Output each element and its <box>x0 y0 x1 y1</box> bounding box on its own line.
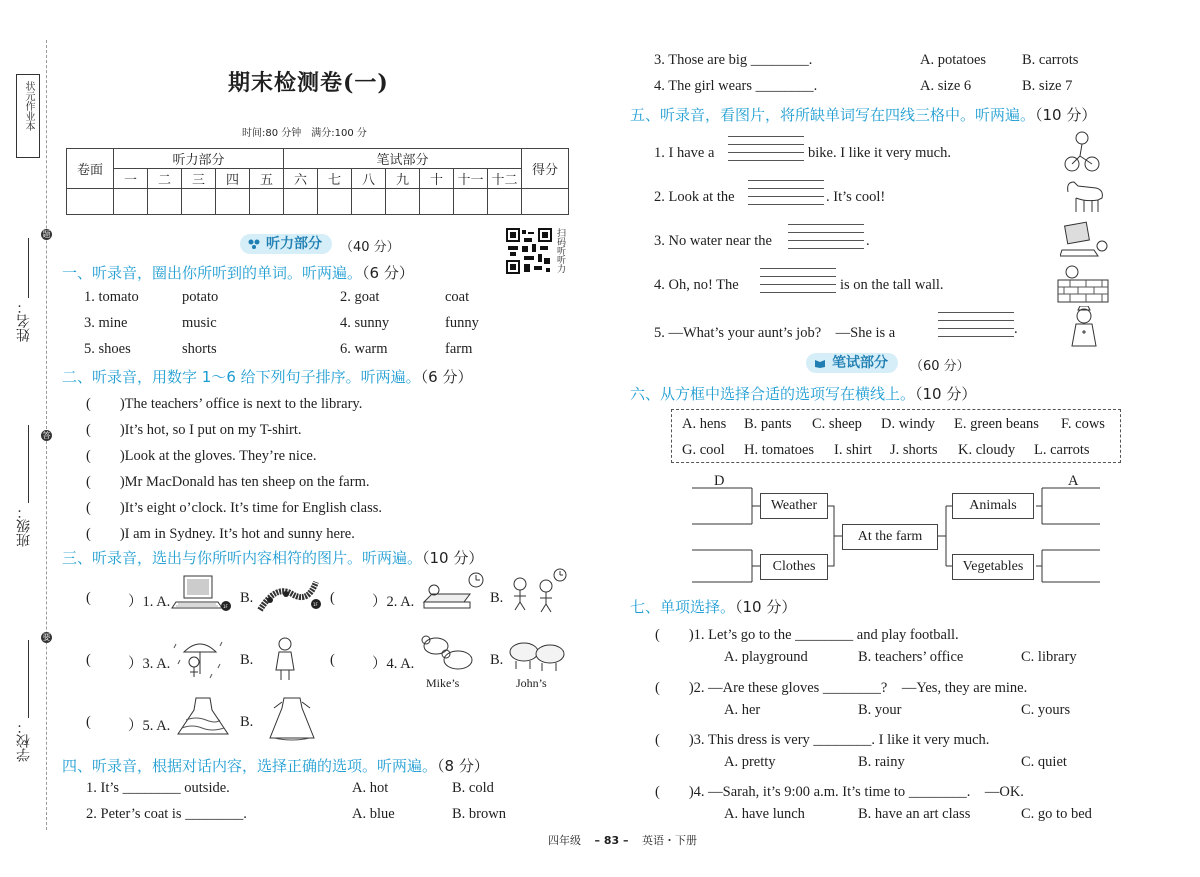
word-option[interactable]: 5. shoes <box>84 341 131 357</box>
word-option[interactable]: potato <box>182 289 219 305</box>
s5-suffix: . <box>1014 321 1018 337</box>
writing-section-pill: 笔试部分 <box>806 353 898 373</box>
farm-node: At the farm <box>842 524 938 550</box>
word-bank-item: C. sheep <box>812 416 862 432</box>
s5-suffix: bike. I like it very much. <box>808 145 951 161</box>
marker-2: 答 <box>42 431 51 440</box>
word-option[interactable]: coat <box>445 289 470 305</box>
name-field-label: 姓名： <box>16 300 32 342</box>
option-b: B. <box>240 714 254 730</box>
score-cell[interactable] <box>216 189 250 215</box>
score-cell[interactable] <box>522 189 569 215</box>
mc-option-c[interactable]: C. library <box>1021 649 1077 665</box>
s4-option-a[interactable]: A. potatoes <box>920 52 987 68</box>
horse-icon <box>1062 176 1108 216</box>
word-option[interactable]: 1. tomato <box>84 289 139 305</box>
mc-question: ( )1. Let’s go to the ________ and play football. <box>655 627 959 643</box>
computer-cd-icon <box>170 572 232 614</box>
sheep-icon <box>506 636 568 674</box>
section-3-heading: 三、听录音，选出与你所听内容相符的图片。听两遍。（10 分） <box>62 549 484 567</box>
johns-caption: John’s <box>516 676 547 690</box>
score-num: 九 <box>386 169 420 189</box>
listening-points: （40 分） <box>340 240 400 255</box>
page-title: 期末检测卷(一) <box>228 70 389 96</box>
s1-row-1 <box>84 289 524 307</box>
school-field-line[interactable] <box>28 640 29 718</box>
weather-node: Weather <box>760 493 828 519</box>
writing-lines[interactable] <box>748 180 824 204</box>
word-bank-item: F. cows <box>1061 416 1105 432</box>
order-item[interactable]: ( )The teachers’ office is next to the library. <box>86 396 363 412</box>
word-bank-item: A. hens <box>682 416 727 432</box>
score-col-listening: 听力部分 <box>114 149 284 169</box>
mikes-caption: Mike’s <box>426 676 460 690</box>
answer-paren[interactable]: ( <box>86 714 91 730</box>
mc-option-a[interactable]: A. pretty <box>724 754 776 770</box>
mc-option-b[interactable]: B. rainy <box>858 754 905 770</box>
score-cell[interactable] <box>352 189 386 215</box>
order-item[interactable]: ( )It’s hot, so I put on my T-shirt. <box>86 422 302 438</box>
word-option[interactable]: 4. sunny <box>340 315 390 331</box>
section-7-heading: 七、单项选择。（10 分） <box>630 598 797 616</box>
word-bank-item: E. green beans <box>954 416 1039 432</box>
answer-paren[interactable]: ( <box>86 652 91 668</box>
hens-icon <box>418 630 478 674</box>
s4-option-b[interactable]: B. carrots <box>1022 52 1079 68</box>
word-bank-item: B. pants <box>744 416 792 432</box>
dots-icon <box>248 239 260 249</box>
mc-question: ( )4. —Sarah, it’s 9:00 a.m. It’s time to ________. —OK. <box>655 784 1024 800</box>
option-b: B. <box>490 590 504 606</box>
s5-prefix: 5. —What’s your aunt’s job? —She is a <box>654 325 896 341</box>
s4-question: 1. It’s ________ outside. <box>86 780 230 796</box>
writing-lines[interactable] <box>760 268 836 292</box>
option-b: B. <box>240 590 254 606</box>
word-bank-item: H. tomatoes <box>744 442 815 458</box>
section-6-heading: 六、从方框中选择合适的选项写在横线上。（10 分） <box>630 385 977 403</box>
score-cell[interactable] <box>454 189 488 215</box>
q5-label: ）5. A. <box>128 718 171 734</box>
mc-option-a[interactable]: A. her <box>724 702 761 718</box>
nurse-icon <box>1066 306 1102 352</box>
score-num: 五 <box>250 169 284 189</box>
s5-suffix: . <box>866 233 870 249</box>
clothes-node: Clothes <box>760 554 828 580</box>
score-num: 三 <box>182 169 216 189</box>
score-cell[interactable] <box>114 189 148 215</box>
q3-label: ）3. A. <box>128 656 171 672</box>
marker-3: 要 <box>42 633 51 642</box>
word-bank-item: I. shirt <box>834 442 872 458</box>
s4-question: 4. The girl wears ________. <box>654 78 818 94</box>
word-bank-item: L. carrots <box>1034 442 1090 458</box>
s5-prefix: 1. I have a <box>654 145 715 161</box>
girl-icon <box>270 636 300 682</box>
section-4-heading: 四、听录音，根据对话内容，选择正确的选项。听两遍。（8 分） <box>62 757 489 775</box>
answer-paren[interactable]: ( <box>330 590 335 606</box>
qr-code[interactable] <box>506 228 552 274</box>
footer-grade: 四年级 <box>548 834 581 847</box>
score-col-total: 得分 <box>522 149 569 189</box>
score-num: 十 <box>420 169 454 189</box>
score-cell[interactable] <box>318 189 352 215</box>
word-option[interactable]: farm <box>445 341 473 357</box>
option-b: B. <box>240 652 254 668</box>
score-col-appearance: 卷面 <box>67 149 114 189</box>
score-num: 十二 <box>488 169 522 189</box>
mc-option-c[interactable]: C. yours <box>1021 702 1071 718</box>
music-notes-icon <box>256 576 324 616</box>
order-item[interactable]: ( )Look at the gloves. They’re nice. <box>86 448 317 464</box>
s4-option-b[interactable]: B. size 7 <box>1022 78 1073 94</box>
mc-option-a[interactable]: A. playground <box>724 649 808 665</box>
q2-label: ）2. A. <box>372 594 415 610</box>
order-item[interactable]: ( )Mr MacDonald has ten sheep on the farm. <box>86 474 370 490</box>
s1-row-2 <box>84 315 524 333</box>
listening-section-pill: 听力部分 <box>240 234 332 254</box>
mc-option-b[interactable]: B. teachers’ office <box>858 649 964 665</box>
word-option[interactable]: 6. warm <box>340 341 388 357</box>
mc-option-c[interactable]: C. quiet <box>1021 754 1067 770</box>
footer-subject: 英语・下册 <box>641 834 697 847</box>
bike-child-icon <box>1062 130 1102 174</box>
s5-suffix: . It’s cool! <box>826 189 886 205</box>
section-2-heading: 二、听录音，用数字 1～6 给下列句子排序。听两遍。（6 分） <box>62 368 473 386</box>
section-5-heading: 五、听录音，看图片，将所缺单词写在四线三格中。听两遍。（10 分） <box>630 106 1097 124</box>
q4-label: ）4. A. <box>372 656 415 672</box>
writing-lines[interactable] <box>938 312 1014 336</box>
svg-text:1F: 1F <box>313 602 318 607</box>
answer-letter-d: D <box>714 473 725 489</box>
score-num: 十一 <box>454 169 488 189</box>
class-field-label: 班级： <box>16 505 32 547</box>
school-field-label: 学校： <box>16 720 32 762</box>
svg-text:1F: 1F <box>223 604 228 609</box>
mc-option-b[interactable]: B. your <box>858 702 902 718</box>
ball-on-wall-icon <box>1056 262 1110 304</box>
s4-question: 3. Those are big ________. <box>654 52 813 68</box>
computer-icon <box>1060 220 1108 260</box>
s5-prefix: 3. No water near the <box>654 233 772 249</box>
word-bank-item: D. windy <box>881 416 935 432</box>
word-option[interactable]: funny <box>445 315 479 331</box>
mc-question: ( )2. —Are these gloves ________? —Yes, they are mine. <box>655 680 1028 696</box>
footer-page: – 83 – <box>594 834 629 847</box>
score-cell[interactable] <box>284 189 318 215</box>
word-option[interactable]: music <box>182 315 217 331</box>
answer-paren[interactable]: ( <box>330 652 335 668</box>
s4-option-b[interactable]: B. brown <box>452 806 506 822</box>
score-cell[interactable] <box>148 189 182 215</box>
badge: 状元作业本 <box>16 74 40 158</box>
s5-prefix: 2. Look at the <box>654 189 735 205</box>
name-field-line[interactable] <box>28 238 29 298</box>
score-table <box>66 148 569 215</box>
marker-1: 题 <box>42 230 51 239</box>
kids-clock-icon <box>506 568 568 614</box>
q1-label: ）1. A. <box>128 594 171 610</box>
animals-node: Animals <box>952 493 1034 519</box>
word-option[interactable]: 3. mine <box>84 315 128 331</box>
mc-question: ( )3. This dress is very ________. I like it very much. <box>655 732 990 748</box>
s4-question: 2. Peter’s coat is ________. <box>86 806 247 822</box>
score-col-writing: 笔试部分 <box>284 149 522 169</box>
word-option[interactable]: 2. goat <box>340 289 380 305</box>
footer <box>548 832 697 848</box>
option-b: B. <box>490 652 504 668</box>
qr-code-icon <box>506 228 552 274</box>
dress-icon <box>264 694 320 744</box>
word-bank-item: K. cloudy <box>958 442 1016 458</box>
s4-option-a[interactable]: A. blue <box>352 806 395 822</box>
s1-row-3 <box>84 341 524 359</box>
exam-meta: 时间:80 分钟 满分:100 分 <box>242 128 367 139</box>
score-cell[interactable] <box>386 189 420 215</box>
score-cell[interactable] <box>250 189 284 215</box>
section-1-heading: 一、听录音，圈出你所听到的单词。听两遍。（6 分） <box>62 264 414 282</box>
word-bank-item: J. shorts <box>890 442 938 458</box>
score-cell[interactable] <box>182 189 216 215</box>
word-option[interactable]: shorts <box>182 341 217 357</box>
s5-prefix: 4. Oh, no! The <box>654 277 739 293</box>
book-icon <box>814 358 826 368</box>
answer-paren[interactable]: ( <box>86 590 91 606</box>
score-num: 四 <box>216 169 250 189</box>
writing-lines[interactable] <box>788 224 864 248</box>
answer-letter-a: A <box>1068 473 1079 489</box>
s5-suffix: is on the tall wall. <box>840 277 944 293</box>
score-num: 六 <box>284 169 318 189</box>
score-cell[interactable] <box>488 189 522 215</box>
score-num: 二 <box>148 169 182 189</box>
vegetables-node: Vegetables <box>952 554 1034 580</box>
word-bank-item: G. cool <box>682 442 725 458</box>
s4-option-b[interactable]: B. cold <box>452 780 494 796</box>
bed-clock-icon <box>420 570 486 614</box>
score-cell[interactable] <box>420 189 454 215</box>
writing-lines[interactable] <box>728 136 804 160</box>
s4-option-a[interactable]: A. size 6 <box>920 78 972 94</box>
umbrella-rain-icon <box>170 634 230 682</box>
order-item[interactable]: ( )It’s eight o’clock. It’s time for English class. <box>86 500 382 516</box>
dress-frilly-icon <box>172 694 234 740</box>
score-num: 一 <box>114 169 148 189</box>
s4-option-a[interactable]: A. hot <box>352 780 389 796</box>
class-field-line[interactable] <box>28 425 29 503</box>
mc-option-b[interactable]: B. have an art class <box>858 806 971 822</box>
qr-label: 扫码听听力 <box>555 228 565 273</box>
score-cell[interactable] <box>67 189 114 215</box>
mc-option-c[interactable]: C. go to bed <box>1021 806 1092 822</box>
score-num: 七 <box>318 169 352 189</box>
mc-option-a[interactable]: A. have lunch <box>724 806 805 822</box>
score-num: 八 <box>352 169 386 189</box>
order-item[interactable]: ( )I am in Sydney. It’s hot and sunny here. <box>86 526 355 542</box>
binding-strip <box>0 0 58 877</box>
writing-points: （60 分） <box>910 359 970 374</box>
